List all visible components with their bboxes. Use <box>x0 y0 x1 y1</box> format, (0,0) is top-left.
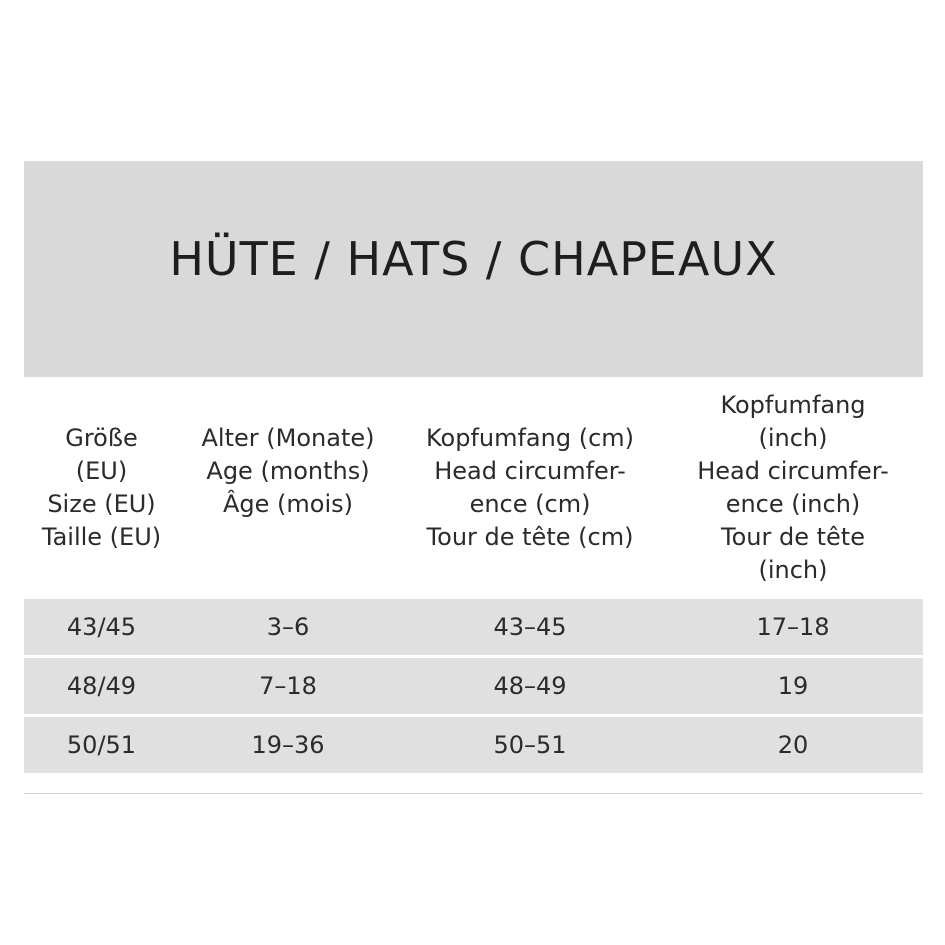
cell-size: 48/49 <box>66 672 137 700</box>
header-line: Alter (Monate) <box>201 424 375 452</box>
title-banner <box>24 161 923 377</box>
header-head-inch <box>663 377 923 599</box>
cell-head-cm: 50–51 <box>493 731 567 759</box>
header-age <box>179 377 397 599</box>
cell-age: 3–6 <box>266 613 310 641</box>
header-line: Age (months) <box>206 457 370 485</box>
header-line: Head circumfer- <box>697 457 889 485</box>
header-line: Kopfumfang (cm) <box>425 424 635 452</box>
header-line: Taille (EU) <box>41 523 162 551</box>
cell-head-inch: 20 <box>777 731 809 759</box>
header-head-cm <box>397 377 663 599</box>
cell-head-inch: 17–18 <box>756 613 830 641</box>
table-row <box>24 658 923 714</box>
size-chart <box>24 161 923 776</box>
cell-head-inch: 19 <box>777 672 809 700</box>
header-line: (inch) <box>758 556 828 584</box>
header-line: ence (inch) <box>725 490 861 518</box>
header-size <box>24 377 179 599</box>
header-line: Âge (mois) <box>222 490 353 518</box>
cell-head-cm: 43–45 <box>493 613 567 641</box>
header-line: (inch) <box>758 424 828 452</box>
cell-size: 43/45 <box>66 613 137 641</box>
header-line: ence (cm) <box>469 490 591 518</box>
chart-title: HÜTE / HATS / CHAPEAUX <box>169 232 778 286</box>
header-row <box>24 377 923 599</box>
table-row <box>24 717 923 773</box>
header-line: Tour de tête <box>721 523 865 551</box>
header-line: Head circumfer- <box>434 457 626 485</box>
cell-size: 50/51 <box>66 731 137 759</box>
cell-age: 7–18 <box>259 672 317 700</box>
bottom-divider <box>24 793 923 794</box>
table-row <box>24 599 923 655</box>
header-line: Tour de tête (cm) <box>426 523 634 551</box>
header-line: (EU) <box>75 457 128 485</box>
header-line: Size (EU) <box>47 490 156 518</box>
header-line: Kopfumfang <box>720 391 866 419</box>
cell-head-cm: 48–49 <box>493 672 567 700</box>
cell-age: 19–36 <box>251 731 325 759</box>
header-line: Größe <box>65 424 138 452</box>
